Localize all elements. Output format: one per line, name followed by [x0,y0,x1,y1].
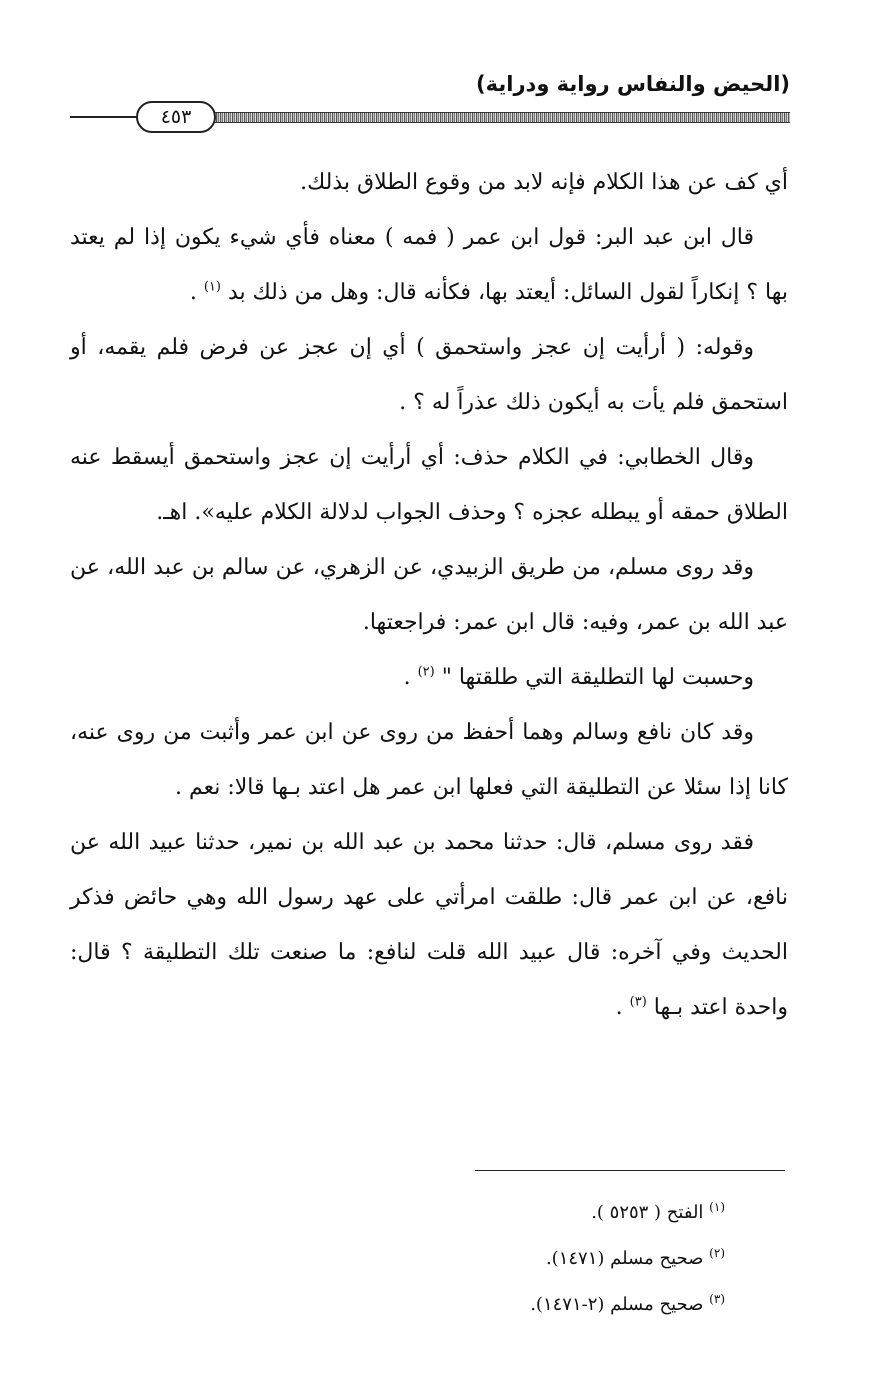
header-rule-left [70,116,140,118]
paragraph [70,320,788,430]
footnote-ref: (٢) [417,664,435,680]
paragraph-text: وقال الخطابي: في الكلام حذف: أي أرأيت إن عجز واستحمق أيسقط عنه الطلاق حمقه أو يبطله عجزه ؟ وحذف الجواب لدلالة الكلام عليه». اهـ. [70,445,788,525]
paragraph-tail: . [403,665,411,690]
book-title: (الحيض والنفاس رواية ودراية) [476,72,790,96]
paragraph [70,540,788,650]
footnote-separator [475,1170,785,1171]
footnote-number: (٣) [709,1292,725,1306]
footnote-ref: (١) [203,279,221,295]
footnote-item [425,1190,725,1236]
paragraph [70,650,788,705]
paragraph-text: فقد روى مسلم، قال: حدثنا محمد بن عبد الله بن نمير، حدثنا عبيد الله عن نافع، عن ابن عمر قال: طلقت امرأتي على عهد رسول الله وهي حائض فذكر الحديث وفي آخره: قال عبيد الله قلت لنافع: ما صنعت تلك التطليقة ؟ قال: واحدة اعتد بـها [70,830,788,1020]
paragraph-text: وقد روى مسلم، من طريق الزبيدي، عن الزهري، عن سالم بن عبد الله، عن عبد الله بن عمر، وفيه: قال ابن عمر: فراجعتها. [70,555,788,635]
paragraph [70,705,788,815]
paragraph-text: وحسبت لها التطليقة التي طلقتها " [441,665,754,690]
paragraph [70,155,788,210]
header-rule [208,112,790,123]
footnote-item [425,1236,725,1282]
footnote-number: (١) [709,1200,725,1214]
paragraph [70,430,788,540]
paragraph [70,815,788,1035]
footnote-text: صحيح مسلم (٢-١٤٧١). [530,1294,704,1315]
footnote-text: صحيح مسلم (١٤٧١). [545,1248,704,1269]
paragraph [70,210,788,320]
footnote-text: الفتح ( ٥٢٥٣ ). [591,1202,704,1223]
page-number: ٤٥٣ [136,101,216,133]
paragraph-text: أي كف عن هذا الكلام فإنه لابد من وقوع الطلاق بذلك. [300,170,788,195]
paragraph-text: وقوله: ( أرأيت إن عجز واستحمق ) أي إن عجز عن فرض فلم يقمه، أو استحمق فلم يأت به أيكون ذلك عذراً له ؟ . [70,335,788,415]
paragraph-text: وقد كان نافع وسالم وهما أحفظ من روى عن ابن عمر وأثبت من روى عنه، كانا إذا سئلا عن التطليقة التي فعلها ابن عمر هل اعتد بـها قالا: نعم . [70,720,788,800]
footnote-number: (٢) [709,1246,725,1260]
paragraph-tail: . [189,280,197,305]
page-header [70,68,790,128]
main-text [70,155,788,1035]
footnote-ref: (٣) [629,994,647,1010]
footnotes [425,1190,725,1328]
footnote-item [425,1282,725,1328]
paragraph-text: قال ابن عبد البر: قول ابن عمر ( فمه ) معناه فأي شيء يكون إذا لم يعتد بها ؟ إنكاراً لقول السائل: أيعتد بها، فكأنه قال: وهل من ذلك بد [70,225,788,305]
paragraph-tail: . [615,995,623,1020]
